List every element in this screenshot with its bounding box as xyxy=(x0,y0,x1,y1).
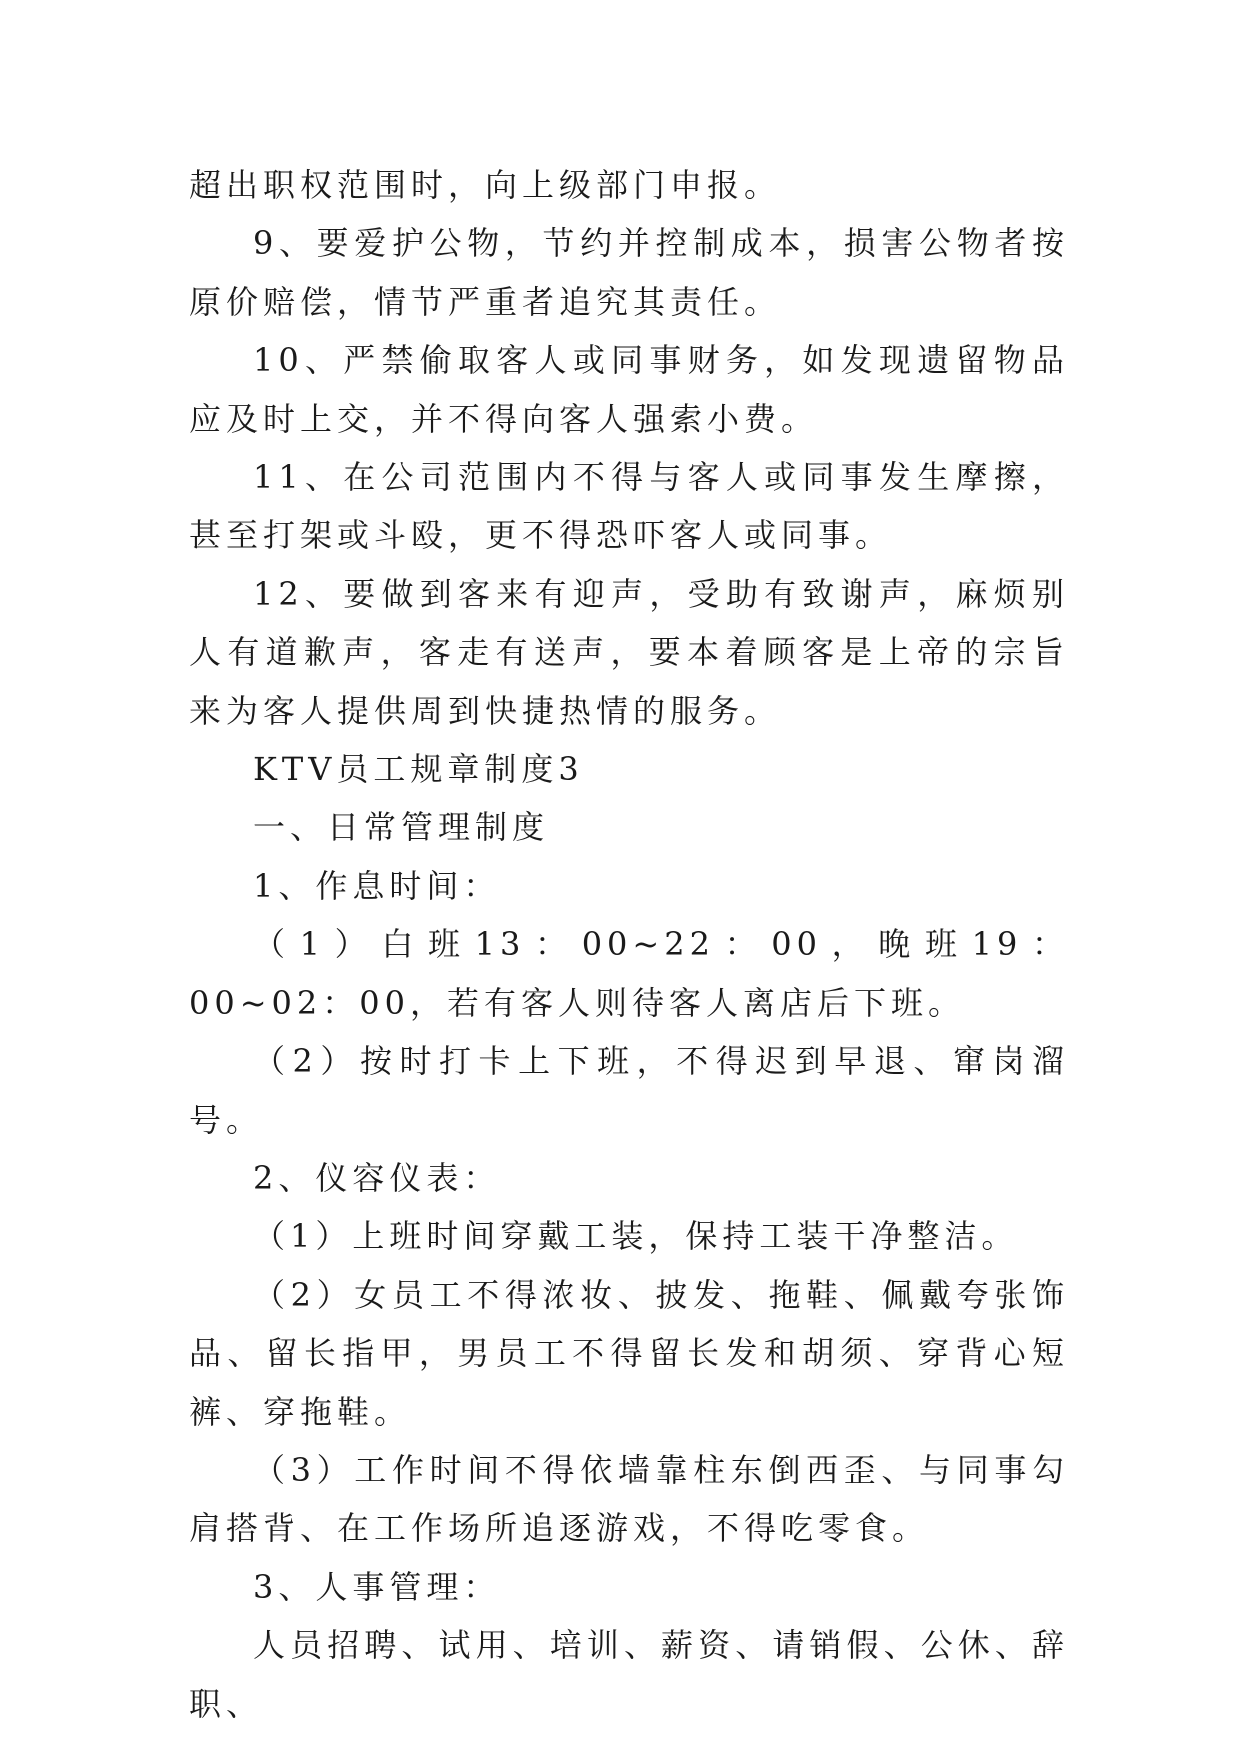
paragraph-rule-9: 9、要爱护公物，节约并控制成本，损害公物者按原价赔偿，情节严重者追究其责任。 xyxy=(189,224,1069,321)
subheading-personnel: 3、人事管理： xyxy=(253,1567,501,1606)
subheading-work-hours: 1、作息时间： xyxy=(253,866,501,905)
document-body xyxy=(189,156,1069,1733)
paragraph-personnel-list: 人员招聘、试用、培训、薪资、请销假、公休、辞职、 xyxy=(189,1626,1069,1723)
paragraph-uniform: （1）上班时间穿戴工装，保持工装干净整洁。 xyxy=(253,1217,1019,1256)
section-title: KTV员工规章制度3 xyxy=(253,750,584,789)
paragraph-continuation: 超出职权范围时，向上级部门申报。 xyxy=(189,166,782,204)
paragraph-shift-times: （1）白班13：00~22：00，晚班19：00~02：00，若有客人则待客人离店后下班。 xyxy=(189,925,1069,1022)
paragraph-conduct: （3）工作时间不得依墙靠柱东倒西歪、与同事勾肩搭背、在工作场所追逐游戏，不得吃零食。 xyxy=(189,1450,1069,1548)
paragraph-rule-11: 11、在公司范围内不得与客人或同事发生摩擦，甚至打架或斗殴，更不得恐吓客人或同事。 xyxy=(189,458,1069,555)
paragraph-rule-12: 12、要做到客来有迎声，受助有致谢声，麻烦别人有道歉声，客走有送声，要本着顾客是上帝的宗旨来为客人提供周到快捷热情的服务。 xyxy=(189,574,1069,730)
section-heading-daily-management: 一、日常管理制度 xyxy=(253,808,550,847)
paragraph-rule-10: 10、严禁偷取客人或同事财务，如发现遗留物品应及时上交，并不得向客人强索小费。 xyxy=(189,341,1069,438)
paragraph-clock-in: （2）按时打卡上下班，不得迟到早退、窜岗溜号。 xyxy=(189,1042,1069,1139)
paragraph-grooming: （2）女员工不得浓妆、披发、拖鞋、佩戴夸张饰品、留长指甲，男员工不得留长发和胡须、穿背心短裤、穿拖鞋。 xyxy=(189,1275,1069,1431)
subheading-appearance: 2、仪容仪表： xyxy=(253,1158,501,1197)
